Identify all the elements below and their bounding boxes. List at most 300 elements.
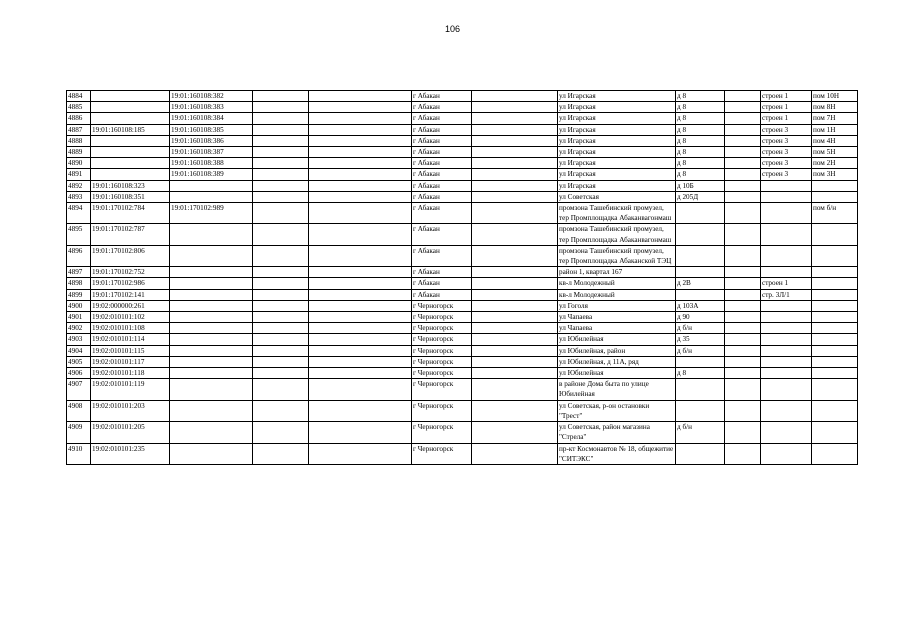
city-cell: г Абакан bbox=[412, 91, 472, 102]
house-number-cell bbox=[676, 267, 725, 278]
house-number-cell: д 8 bbox=[676, 113, 725, 124]
col4-cell bbox=[253, 278, 309, 289]
premises-cell bbox=[812, 334, 858, 345]
parent-cadastral-number-cell bbox=[170, 278, 253, 289]
parent-cadastral-number-cell: 19:01:160108:386 bbox=[170, 135, 253, 146]
col5-cell bbox=[309, 91, 412, 102]
col7-cell bbox=[472, 334, 558, 345]
page-number: 106 bbox=[444, 24, 461, 34]
col4-cell bbox=[253, 191, 309, 202]
col5-cell bbox=[309, 224, 412, 245]
col5-cell bbox=[309, 158, 412, 169]
row-number-cell: 4903 bbox=[67, 334, 91, 345]
row-number-cell: 4908 bbox=[67, 400, 91, 421]
cadastral-number-cell bbox=[91, 102, 170, 113]
col4-cell bbox=[253, 180, 309, 191]
parent-cadastral-number-cell bbox=[170, 356, 253, 367]
row-number-cell: 4900 bbox=[67, 300, 91, 311]
row-number-cell: 4904 bbox=[67, 345, 91, 356]
table-row bbox=[67, 278, 858, 289]
col5-cell bbox=[309, 443, 412, 464]
city-cell: г Абакан bbox=[412, 102, 472, 113]
col4-cell bbox=[253, 224, 309, 245]
house-number-cell: д 205Д bbox=[676, 191, 725, 202]
row-number-cell: 4898 bbox=[67, 278, 91, 289]
building-cell bbox=[761, 400, 812, 421]
cadastral-number-cell: 19:01:160108:323 bbox=[91, 180, 170, 191]
parent-cadastral-number-cell bbox=[170, 245, 253, 266]
cadastral-number-cell: 19:01:170102:752 bbox=[91, 267, 170, 278]
col4-cell bbox=[253, 379, 309, 400]
col7-cell bbox=[472, 289, 558, 300]
street-address-cell: ул Юбилейная, район bbox=[558, 345, 676, 356]
col10-cell bbox=[725, 180, 761, 191]
col7-cell bbox=[472, 300, 558, 311]
cadastral-number-cell bbox=[91, 113, 170, 124]
parent-cadastral-number-cell bbox=[170, 300, 253, 311]
col10-cell bbox=[725, 278, 761, 289]
premises-cell: пом б/н bbox=[812, 203, 858, 224]
parent-cadastral-number-cell bbox=[170, 368, 253, 379]
cadastral-number-cell: 19:01:170102:141 bbox=[91, 289, 170, 300]
parent-cadastral-number-cell bbox=[170, 323, 253, 334]
house-number-cell: д б/н bbox=[676, 422, 725, 443]
street-address-cell: ул Игарская bbox=[558, 169, 676, 180]
street-address-cell: кв-л Молодежный bbox=[558, 278, 676, 289]
parent-cadastral-number-cell: 19:01:160108:389 bbox=[170, 169, 253, 180]
col10-cell bbox=[725, 345, 761, 356]
row-number-cell: 4909 bbox=[67, 422, 91, 443]
city-cell: г Абакан bbox=[412, 135, 472, 146]
col4-cell bbox=[253, 400, 309, 421]
cadastral-number-cell: 19:02:010101:115 bbox=[91, 345, 170, 356]
premises-cell bbox=[812, 368, 858, 379]
building-cell: строен 1 bbox=[761, 278, 812, 289]
cadastral-number-cell: 19:02:010101:114 bbox=[91, 334, 170, 345]
table-row bbox=[67, 334, 858, 345]
parent-cadastral-number-cell: 19:01:160108:384 bbox=[170, 113, 253, 124]
col5-cell bbox=[309, 180, 412, 191]
col4-cell bbox=[253, 147, 309, 158]
city-cell: г Абакан bbox=[412, 267, 472, 278]
col5-cell bbox=[309, 300, 412, 311]
city-cell: г Абакан bbox=[412, 180, 472, 191]
premises-cell: пом 5Н bbox=[812, 147, 858, 158]
city-cell: г Абакан bbox=[412, 224, 472, 245]
col10-cell bbox=[725, 224, 761, 245]
city-cell: г Абакан bbox=[412, 191, 472, 202]
col7-cell bbox=[472, 422, 558, 443]
house-number-cell: д 8 bbox=[676, 147, 725, 158]
cadastral-number-cell: 19:01:170102:784 bbox=[91, 203, 170, 224]
col7-cell bbox=[472, 158, 558, 169]
row-number-cell: 4910 bbox=[67, 443, 91, 464]
table-row bbox=[67, 158, 858, 169]
col4-cell bbox=[253, 169, 309, 180]
col10-cell bbox=[725, 334, 761, 345]
table-row bbox=[67, 379, 858, 400]
table-row bbox=[67, 300, 858, 311]
city-cell: г Абакан bbox=[412, 124, 472, 135]
col10-cell bbox=[725, 267, 761, 278]
city-cell: г Абакан bbox=[412, 158, 472, 169]
house-number-cell: д 8 bbox=[676, 158, 725, 169]
col5-cell bbox=[309, 191, 412, 202]
col10-cell bbox=[725, 356, 761, 367]
table-row bbox=[67, 345, 858, 356]
parent-cadastral-number-cell: 19:01:160108:387 bbox=[170, 147, 253, 158]
parent-cadastral-number-cell bbox=[170, 443, 253, 464]
row-number-cell: 4891 bbox=[67, 169, 91, 180]
row-number-cell: 4896 bbox=[67, 245, 91, 266]
street-address-cell: район 1, квартал 167 bbox=[558, 267, 676, 278]
col4-cell bbox=[253, 323, 309, 334]
col4-cell bbox=[253, 91, 309, 102]
col10-cell bbox=[725, 323, 761, 334]
col5-cell bbox=[309, 203, 412, 224]
city-cell: г Черногорск bbox=[412, 400, 472, 421]
col7-cell bbox=[472, 113, 558, 124]
col5-cell bbox=[309, 102, 412, 113]
cadastral-number-cell: 19:02:010101:117 bbox=[91, 356, 170, 367]
cadastral-number-cell bbox=[91, 147, 170, 158]
street-address-cell: ул Игарская bbox=[558, 135, 676, 146]
row-number-cell: 4892 bbox=[67, 180, 91, 191]
premises-cell: пом 8Н bbox=[812, 102, 858, 113]
registry-table bbox=[66, 90, 858, 465]
table-row bbox=[67, 180, 858, 191]
street-address-cell: ул Игарская bbox=[558, 124, 676, 135]
col5-cell bbox=[309, 267, 412, 278]
street-address-cell: промзона Ташебинский промузел, тер Промплощадка Абаканвагонмаш bbox=[558, 203, 676, 224]
table-row bbox=[67, 203, 858, 224]
col7-cell bbox=[472, 203, 558, 224]
premises-cell bbox=[812, 356, 858, 367]
col4-cell bbox=[253, 422, 309, 443]
cadastral-number-cell: 19:02:010101:235 bbox=[91, 443, 170, 464]
parent-cadastral-number-cell bbox=[170, 400, 253, 421]
table-row bbox=[67, 91, 858, 102]
table-row bbox=[67, 323, 858, 334]
cadastral-number-cell: 19:02:010101:119 bbox=[91, 379, 170, 400]
building-cell bbox=[761, 323, 812, 334]
col4-cell bbox=[253, 245, 309, 266]
col7-cell bbox=[472, 356, 558, 367]
col4-cell bbox=[253, 312, 309, 323]
col7-cell bbox=[472, 368, 558, 379]
col7-cell bbox=[472, 245, 558, 266]
col5-cell bbox=[309, 147, 412, 158]
col5-cell bbox=[309, 113, 412, 124]
house-number-cell: д 2В bbox=[676, 278, 725, 289]
building-cell: строен 3 bbox=[761, 124, 812, 135]
premises-cell bbox=[812, 224, 858, 245]
cadastral-number-cell: 19:02:010101:108 bbox=[91, 323, 170, 334]
building-cell bbox=[761, 443, 812, 464]
row-number-cell: 4897 bbox=[67, 267, 91, 278]
col5-cell bbox=[309, 289, 412, 300]
cadastral-number-cell bbox=[91, 158, 170, 169]
table-row bbox=[67, 312, 858, 323]
col7-cell bbox=[472, 135, 558, 146]
premises-cell bbox=[812, 312, 858, 323]
house-number-cell bbox=[676, 443, 725, 464]
col5-cell bbox=[309, 356, 412, 367]
col4-cell bbox=[253, 102, 309, 113]
building-cell bbox=[761, 300, 812, 311]
house-number-cell: д 8 bbox=[676, 124, 725, 135]
col7-cell bbox=[472, 147, 558, 158]
building-cell bbox=[761, 191, 812, 202]
col7-cell bbox=[472, 278, 558, 289]
col4-cell bbox=[253, 135, 309, 146]
col4-cell bbox=[253, 334, 309, 345]
col4-cell bbox=[253, 158, 309, 169]
col4-cell bbox=[253, 124, 309, 135]
col7-cell bbox=[472, 124, 558, 135]
col5-cell bbox=[309, 400, 412, 421]
street-address-cell: ул Игарская bbox=[558, 180, 676, 191]
col7-cell bbox=[472, 312, 558, 323]
table-row bbox=[67, 124, 858, 135]
street-address-cell: кв-л Молодежный bbox=[558, 289, 676, 300]
premises-cell bbox=[812, 180, 858, 191]
premises-cell bbox=[812, 300, 858, 311]
parent-cadastral-number-cell: 19:01:160108:388 bbox=[170, 158, 253, 169]
building-cell: строен 1 bbox=[761, 113, 812, 124]
col4-cell bbox=[253, 443, 309, 464]
table-row bbox=[67, 245, 858, 266]
street-address-cell: ул Советская, р-он остановки "Трест" bbox=[558, 400, 676, 421]
table-row bbox=[67, 368, 858, 379]
street-address-cell: ул Игарская bbox=[558, 147, 676, 158]
cadastral-number-cell: 19:01:170102:986 bbox=[91, 278, 170, 289]
city-cell: г Черногорск bbox=[412, 334, 472, 345]
city-cell: г Абакан bbox=[412, 203, 472, 224]
col5-cell bbox=[309, 245, 412, 266]
col7-cell bbox=[472, 267, 558, 278]
parent-cadastral-number-cell bbox=[170, 379, 253, 400]
col5-cell bbox=[309, 135, 412, 146]
parent-cadastral-number-cell: 19:01:160108:382 bbox=[170, 91, 253, 102]
table-row bbox=[67, 224, 858, 245]
house-number-cell bbox=[676, 356, 725, 367]
street-address-cell: ул Игарская bbox=[558, 113, 676, 124]
col4-cell bbox=[253, 368, 309, 379]
col10-cell bbox=[725, 289, 761, 300]
row-number-cell: 4895 bbox=[67, 224, 91, 245]
building-cell: строен 1 bbox=[761, 102, 812, 113]
street-address-cell: ул Игарская bbox=[558, 102, 676, 113]
building-cell bbox=[761, 356, 812, 367]
building-cell: строен 3 bbox=[761, 135, 812, 146]
col10-cell bbox=[725, 245, 761, 266]
parent-cadastral-number-cell bbox=[170, 312, 253, 323]
building-cell bbox=[761, 334, 812, 345]
street-address-cell: ул Гоголя bbox=[558, 300, 676, 311]
premises-cell: пом 3Н bbox=[812, 169, 858, 180]
col4-cell bbox=[253, 267, 309, 278]
building-cell bbox=[761, 224, 812, 245]
parent-cadastral-number-cell: 19:01:160108:385 bbox=[170, 124, 253, 135]
row-number-cell: 4899 bbox=[67, 289, 91, 300]
row-number-cell: 4901 bbox=[67, 312, 91, 323]
house-number-cell: д 8 bbox=[676, 91, 725, 102]
house-number-cell bbox=[676, 203, 725, 224]
cadastral-number-cell: 19:01:160108:185 bbox=[91, 124, 170, 135]
city-cell: г Черногорск bbox=[412, 345, 472, 356]
cadastral-number-cell: 19:02:010101:205 bbox=[91, 422, 170, 443]
cadastral-number-cell: 19:01:160108:351 bbox=[91, 191, 170, 202]
table-row bbox=[67, 356, 858, 367]
col7-cell bbox=[472, 379, 558, 400]
col10-cell bbox=[725, 300, 761, 311]
table-row bbox=[67, 102, 858, 113]
parent-cadastral-number-cell bbox=[170, 345, 253, 356]
table-row bbox=[67, 400, 858, 421]
row-number-cell: 4884 bbox=[67, 91, 91, 102]
table-row bbox=[67, 443, 858, 464]
premises-cell bbox=[812, 400, 858, 421]
premises-cell: пом 4Н bbox=[812, 135, 858, 146]
premises-cell: пом 2Н bbox=[812, 158, 858, 169]
building-cell bbox=[761, 267, 812, 278]
street-address-cell: ул Юбилейная, д 11А, ряд bbox=[558, 356, 676, 367]
col4-cell bbox=[253, 356, 309, 367]
col5-cell bbox=[309, 124, 412, 135]
col7-cell bbox=[472, 191, 558, 202]
premises-cell bbox=[812, 191, 858, 202]
registry-body bbox=[67, 91, 858, 465]
col10-cell bbox=[725, 191, 761, 202]
city-cell: г Черногорск bbox=[412, 323, 472, 334]
row-number-cell: 4890 bbox=[67, 158, 91, 169]
city-cell: г Абакан bbox=[412, 147, 472, 158]
street-address-cell: промзона Ташебинский промузел, тер Промплощадка Абаканвагонмаш bbox=[558, 224, 676, 245]
col7-cell bbox=[472, 224, 558, 245]
col5-cell bbox=[309, 169, 412, 180]
col10-cell bbox=[725, 368, 761, 379]
parent-cadastral-number-cell bbox=[170, 422, 253, 443]
city-cell: г Черногорск bbox=[412, 300, 472, 311]
col7-cell bbox=[472, 345, 558, 356]
street-address-cell: ул Юбилейная bbox=[558, 368, 676, 379]
col10-cell bbox=[725, 312, 761, 323]
table-row bbox=[67, 135, 858, 146]
city-cell: г Абакан bbox=[412, 278, 472, 289]
premises-cell bbox=[812, 443, 858, 464]
building-cell: стр. 3Л/1 bbox=[761, 289, 812, 300]
col4-cell bbox=[253, 289, 309, 300]
col10-cell bbox=[725, 169, 761, 180]
col10-cell bbox=[725, 443, 761, 464]
row-number-cell: 4894 bbox=[67, 203, 91, 224]
building-cell: строен 3 bbox=[761, 158, 812, 169]
city-cell: г Абакан bbox=[412, 113, 472, 124]
col5-cell bbox=[309, 334, 412, 345]
building-cell: строен 3 bbox=[761, 169, 812, 180]
col10-cell bbox=[725, 203, 761, 224]
cadastral-number-cell bbox=[91, 135, 170, 146]
col5-cell bbox=[309, 323, 412, 334]
col10-cell bbox=[725, 158, 761, 169]
col10-cell bbox=[725, 422, 761, 443]
row-number-cell: 4905 bbox=[67, 356, 91, 367]
house-number-cell: д 8 bbox=[676, 135, 725, 146]
house-number-cell: д 90 bbox=[676, 312, 725, 323]
house-number-cell: д б/н bbox=[676, 345, 725, 356]
col10-cell bbox=[725, 91, 761, 102]
cadastral-number-cell: 19:01:170102:806 bbox=[91, 245, 170, 266]
cadastral-number-cell: 19:02:010101:203 bbox=[91, 400, 170, 421]
premises-cell: пом 1Н bbox=[812, 124, 858, 135]
city-cell: г Черногорск bbox=[412, 379, 472, 400]
cadastral-number-cell: 19:01:170102:787 bbox=[91, 224, 170, 245]
table-row bbox=[67, 267, 858, 278]
house-number-cell: д 35 bbox=[676, 334, 725, 345]
building-cell bbox=[761, 180, 812, 191]
city-cell: г Черногорск bbox=[412, 356, 472, 367]
col4-cell bbox=[253, 203, 309, 224]
city-cell: г Черногорск bbox=[412, 443, 472, 464]
parent-cadastral-number-cell bbox=[170, 267, 253, 278]
city-cell: г Абакан bbox=[412, 245, 472, 266]
row-number-cell: 4886 bbox=[67, 113, 91, 124]
col5-cell bbox=[309, 368, 412, 379]
parent-cadastral-number-cell bbox=[170, 334, 253, 345]
col5-cell bbox=[309, 379, 412, 400]
house-number-cell bbox=[676, 379, 725, 400]
col5-cell bbox=[309, 278, 412, 289]
col10-cell bbox=[725, 102, 761, 113]
premises-cell bbox=[812, 379, 858, 400]
premises-cell: пом 7Н bbox=[812, 113, 858, 124]
street-address-cell: ул Игарская bbox=[558, 158, 676, 169]
col10-cell bbox=[725, 379, 761, 400]
col5-cell bbox=[309, 422, 412, 443]
row-number-cell: 4893 bbox=[67, 191, 91, 202]
house-number-cell: д 8 bbox=[676, 102, 725, 113]
col7-cell bbox=[472, 169, 558, 180]
building-cell bbox=[761, 422, 812, 443]
building-cell: строен 1 bbox=[761, 91, 812, 102]
house-number-cell bbox=[676, 245, 725, 266]
col7-cell bbox=[472, 180, 558, 191]
building-cell bbox=[761, 368, 812, 379]
col10-cell bbox=[725, 135, 761, 146]
parent-cadastral-number-cell: 19:01:160108:383 bbox=[170, 102, 253, 113]
house-number-cell: д 10Б bbox=[676, 180, 725, 191]
parent-cadastral-number-cell bbox=[170, 191, 253, 202]
row-number-cell: 4889 bbox=[67, 147, 91, 158]
house-number-cell bbox=[676, 400, 725, 421]
house-number-cell bbox=[676, 224, 725, 245]
building-cell bbox=[761, 379, 812, 400]
parent-cadastral-number-cell bbox=[170, 224, 253, 245]
col4-cell bbox=[253, 300, 309, 311]
premises-cell bbox=[812, 278, 858, 289]
city-cell: г Черногорск bbox=[412, 368, 472, 379]
table-row bbox=[67, 289, 858, 300]
row-number-cell: 4887 bbox=[67, 124, 91, 135]
street-address-cell: промзона Ташебинский промузел, тер Промплощадка Абаканской ТЭЦ bbox=[558, 245, 676, 266]
col7-cell bbox=[472, 443, 558, 464]
col7-cell bbox=[472, 91, 558, 102]
building-cell bbox=[761, 312, 812, 323]
table-row bbox=[67, 113, 858, 124]
col5-cell bbox=[309, 345, 412, 356]
premises-cell bbox=[812, 289, 858, 300]
